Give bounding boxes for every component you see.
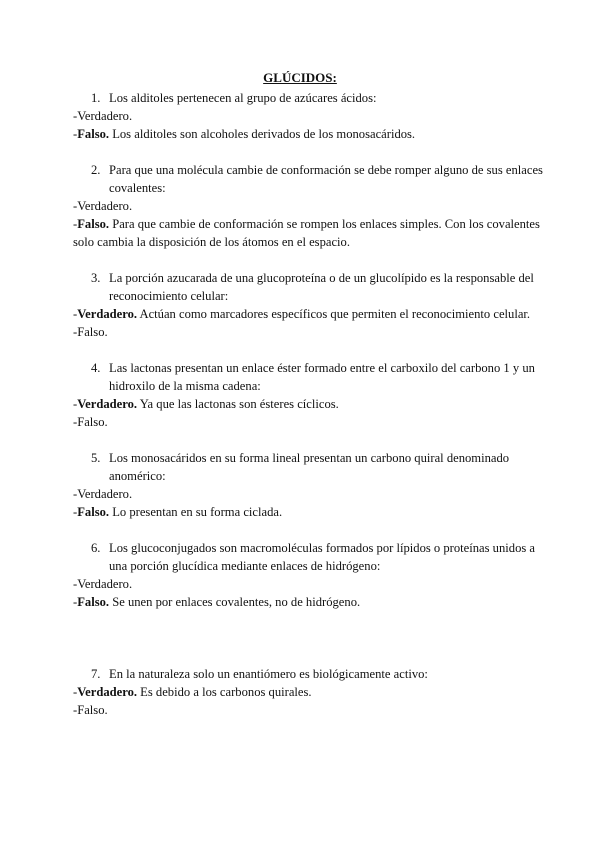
answer-label: Verdadero. [77,487,133,501]
answer-label: Verdadero. [77,199,133,213]
answer-explanation: Lo presentan en su forma ciclada. [109,505,283,519]
answer-label: Verdadero. [77,397,138,411]
answer-explanation: Se unen por enlaces covalentes, no de hidrógeno. [109,595,361,609]
answer-explanation: Ya que las lactonas son ésteres cíclicos. [137,397,339,411]
answer-true: -Verdadero. [73,487,133,501]
answer-label: Verdadero. [77,109,133,123]
answer-false: -Falso. Se unen por enlaces covalentes, no de hidrógeno. [73,595,361,609]
question-text: Los alditoles pertenecen al grupo de azúcares ácidos: [109,91,377,105]
question-number: 3. [91,271,101,285]
spacer [73,521,543,539]
answer-label: Falso. [77,127,110,141]
answer-label: Verdadero. [77,685,138,699]
spacer [73,251,543,269]
question-text: La porción azucarada de una glucoproteína o de un glucolípido es la responsable del reconocimiento celular: [109,271,534,303]
question-number: 2. [91,163,101,177]
answer-label: Falso. [77,505,110,519]
answer-label: Falso. [77,415,108,429]
page-title: GLÚCIDOS: [263,70,337,85]
answer-label: Verdadero. [77,577,133,591]
answer-true: -Verdadero. [73,199,133,213]
question-text: Las lactonas presentan un enlace éster formado entre el carboxilo del carbono 1 y un hidroxilo de la misma cadena: [109,361,535,393]
question-list [73,89,543,719]
answer-explanation: Actúan como marcadores específicos que permiten el reconocimiento celular. [137,307,531,321]
question-text: Para que una molécula cambie de conformación se debe romper alguno de sus enlaces covalentes: [109,163,543,195]
question-7 [73,665,543,683]
question-text: Los monosacáridos en su forma lineal presentan un carbono quiral denominado anomérico: [109,451,510,483]
answer-explanation: Los alditoles son alcoholes derivados de los monosacáridos. [109,127,416,141]
question-text: Los glucoconjugados son macromoléculas formados por lípidos o proteínas unidos a una porción glucídica mediante enlaces de hidrógeno: [109,541,536,573]
question-number: 7. [91,667,101,681]
spacer [73,143,543,161]
answer-label: Falso. [77,595,110,609]
answer-false: -Falso. [73,415,108,429]
answer-false: -Falso. Los alditoles son alcoholes derivados de los monosacáridos. [73,127,416,141]
answer-false: -Falso. Para que cambie de conformación se rompen los enlaces simples. Con los covalentes solo cambia la disposición de los átomos en el espacio. [73,217,540,249]
question-number: 6. [91,541,101,555]
question-5 [73,449,543,485]
answer-false: -Falso. [73,325,108,339]
question-1 [73,89,543,107]
answer-true: -Verdadero. Es debido a los carbonos quirales. [73,685,312,699]
question-number: 1. [91,91,101,105]
question-2 [73,161,543,197]
answer-false: -Falso. [73,703,108,717]
answer-true: -Verdadero. Actúan como marcadores específicos que permiten el reconocimiento celular. [73,307,531,321]
answer-label: Falso. [77,703,108,717]
question-text: En la naturaleza solo un enantiómero es biológicamente activo: [109,667,428,681]
answer-true: -Verdadero. Ya que las lactonas son ésteres cíclicos. [73,397,339,411]
question-number: 5. [91,451,101,465]
question-6 [73,539,543,575]
answer-label: Verdadero. [77,307,138,321]
question-4 [73,359,543,395]
answer-label: Falso. [77,217,110,231]
spacer [73,611,543,665]
question-number: 4. [91,361,101,375]
spacer [73,431,543,449]
spacer [73,341,543,359]
answer-false: -Falso. Lo presentan en su forma ciclada. [73,505,283,519]
answer-true: -Verdadero. [73,109,133,123]
answer-label: Falso. [77,325,108,339]
answer-true: -Verdadero. [73,577,133,591]
question-3 [73,269,543,305]
answer-explanation: Es debido a los carbonos quirales. [137,685,312,699]
answer-explanation: Para que cambie de conformación se rompen los enlaces simples. Con los covalentes solo cambia la disposición de los átomos en el espacio. [73,217,540,249]
